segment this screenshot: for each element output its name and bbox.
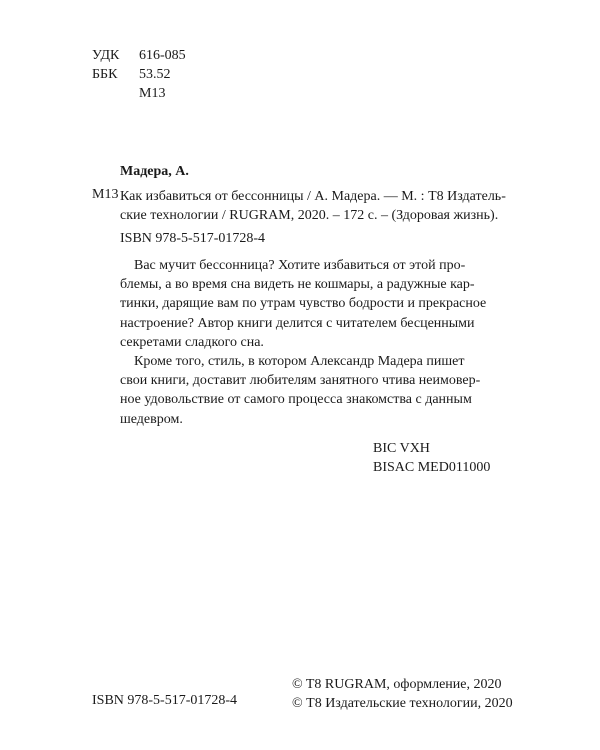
- annotation-line: блемы, а во время сна видеть не кошмары, а радужные кар-: [120, 277, 475, 293]
- author-mark: М13: [92, 187, 119, 202]
- author-mark-top: М13: [139, 86, 166, 101]
- bibliographic-description: [120, 187, 506, 225]
- annotation-line: секретами сладкого сна.: [120, 334, 264, 350]
- bbk-label: ББК: [92, 67, 118, 82]
- author-heading: Мадера, А.: [120, 164, 189, 179]
- copyright-block: [292, 675, 513, 713]
- isbn-footer: ISBN 978-5-517-01728-4: [92, 693, 238, 708]
- annotation: [120, 256, 500, 429]
- annotation-line: Вас мучит бессонница? Хотите избавиться от этой про-: [134, 258, 466, 273]
- bisac-code: BISAC MED011000: [373, 460, 491, 475]
- bib-line-1: Как избавиться от бессонницы / А. Мадера. — М. : Т8 Издатель-: [120, 189, 506, 204]
- subject-codes: [373, 439, 490, 477]
- udk-row: [92, 46, 186, 65]
- bic-code: BIC VXH: [373, 441, 430, 456]
- isbn-main: ISBN 978-5-517-01728-4: [120, 231, 266, 246]
- annotation-line: свои книги, доставит любителям занятного чтива неимовер-: [120, 373, 481, 389]
- udk-value: 616-085: [139, 48, 186, 63]
- annotation-line: ное удовольствие от самого процесса знакомства с данным: [120, 392, 472, 408]
- annotation-line: настроение? Автор книги делится с читателем бесценными: [120, 315, 475, 331]
- annotation-paragraph-2: [120, 352, 500, 429]
- copyright-line-2: © Т8 Издательские технологии, 2020: [292, 696, 513, 711]
- bbk-row: [92, 65, 186, 84]
- copyright-line-1: © T8 RUGRAM, оформление, 2020: [292, 677, 502, 692]
- udk-label: УДК: [92, 48, 120, 63]
- annotation-line: тинки, дарящие вам по утрам чувство бодрости и прекрасное: [120, 296, 487, 312]
- annotation-line: шедевром.: [120, 411, 183, 427]
- annotation-paragraph-1: [120, 256, 500, 352]
- annotation-line: Кроме того, стиль, в котором Александр Мадера пишет: [134, 354, 465, 370]
- bib-line-2: ские технологии / RUGRAM, 2020. – 172 с. – (Здоровая жизнь).: [120, 208, 499, 223]
- bbk-value: 53.52: [139, 67, 171, 82]
- classification-block: [92, 46, 186, 103]
